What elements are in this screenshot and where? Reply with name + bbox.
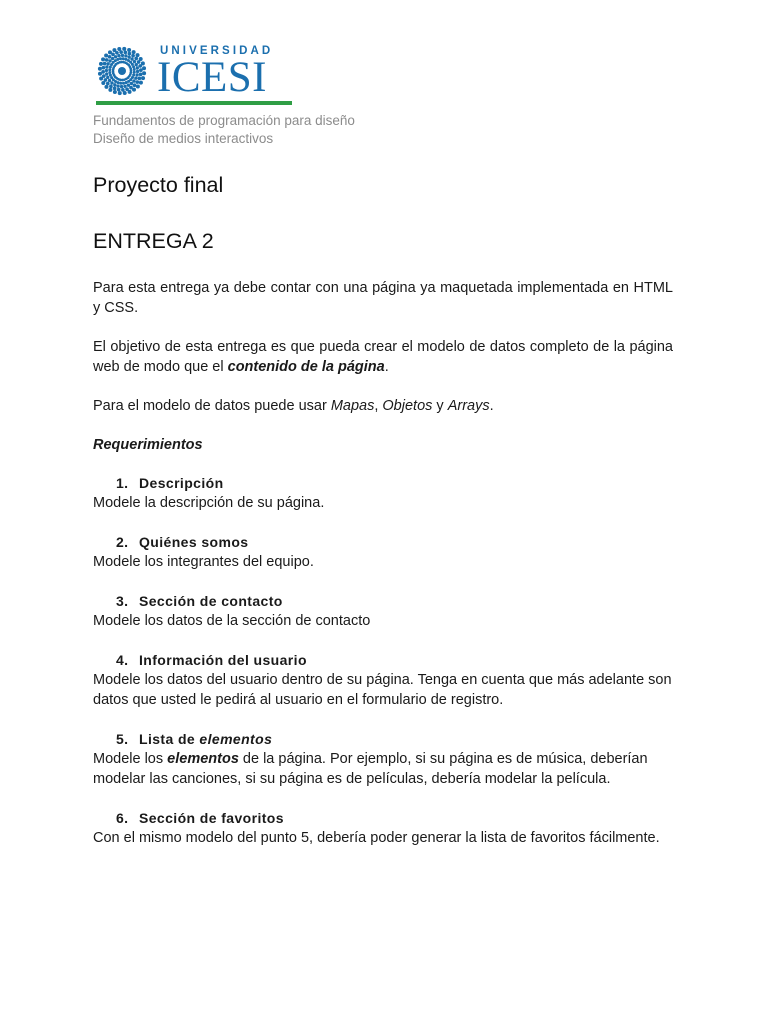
course-name: Fundamentos de programación para diseño	[93, 113, 355, 128]
intro-p2-end: .	[384, 359, 389, 375]
intro-paragraph-1: Para esta entrega ya debe contar con una página ya maquetada implementada en HTML y CSS.	[93, 280, 673, 316]
intro-p3-mapas: Mapas	[330, 398, 375, 414]
document-subtitle: ENTREGA 2	[93, 229, 214, 253]
requirement-5-text-end: de la página. Por ejemplo, si su página es de música, deberían modelar las canciones, si su página es de películas, debería modelar la película.	[93, 751, 648, 787]
intro-p2-emphasis: contenido de la página	[227, 359, 385, 375]
requirement-2-number: 2.	[116, 534, 129, 550]
requirement-1-number: 1.	[116, 475, 129, 491]
requirement-6-text: Con el mismo modelo del punto 5, debería poder generar la lista de favoritos fácilmente.	[93, 830, 660, 846]
requirement-5-heading	[93, 729, 673, 749]
requirement-4-title: Información del usuario	[139, 652, 307, 668]
intro-paragraph-3	[93, 396, 673, 416]
requirement-6-title: Sección de favoritos	[139, 810, 284, 826]
requirement-2-heading	[93, 532, 673, 552]
requirement-1-title: Descripción	[139, 475, 224, 491]
requirement-3-heading	[93, 591, 673, 611]
intro-p3-sep2: y	[432, 398, 448, 414]
requirement-5-text	[93, 749, 673, 789]
intro-p3-text: Para el modelo de datos puede usar	[93, 398, 331, 414]
seal-icon	[96, 45, 148, 97]
intro-p3-sep1: ,	[374, 398, 383, 414]
requirement-3-title: Sección de contacto	[139, 593, 283, 609]
logo-name: ICESI	[157, 54, 267, 101]
requirements-list	[93, 473, 673, 848]
requirement-4-number: 4.	[116, 652, 129, 668]
requirement-2-title: Quiénes somos	[139, 534, 249, 550]
requirement-5-title-emphasis: elementos	[199, 731, 273, 747]
requirement-3-number: 3.	[116, 593, 129, 609]
requirement-4-text: Modele los datos del usuario dentro de su página. Tenga en cuenta que más adelante son datos que usted le pedirá al usuario en el formulario de registro.	[93, 672, 672, 708]
requirements-heading: Requerimientos	[93, 437, 203, 453]
intro-p3-objetos: Objetos	[382, 398, 433, 414]
logo-underline	[96, 101, 292, 105]
requirement-5-text-start: Modele los	[93, 751, 168, 767]
logo-top-text: UNIVERSIDAD	[160, 45, 274, 57]
requirement-6-heading	[93, 808, 673, 828]
university-logo	[93, 40, 293, 108]
document-title: Proyecto final	[93, 173, 224, 197]
requirement-1-heading	[93, 473, 673, 493]
requirement-5-text-emphasis: elementos	[167, 751, 239, 767]
program-name: Diseño de medios interactivos	[93, 131, 274, 146]
requirement-3-text: Modele los datos de la sección de contacto	[93, 613, 371, 629]
requirement-2-text: Modele los integrantes del equipo.	[93, 554, 314, 570]
requirement-5-title: Lista de	[139, 731, 200, 747]
requirement-6-number: 6.	[116, 810, 129, 826]
intro-p2-text: El objetivo de esta entrega es que pueda crear el modelo de datos completo de la página web de modo que el	[93, 339, 673, 375]
requirement-1-text: Modele la descripción de su página.	[93, 495, 325, 511]
document-page	[93, 40, 673, 848]
intro-p3-arrays: Arrays	[447, 398, 490, 414]
requirement-4-heading	[93, 650, 673, 670]
requirement-5-number: 5.	[116, 731, 129, 747]
intro-paragraph-2	[93, 337, 673, 377]
intro-p3-end: .	[489, 398, 494, 414]
